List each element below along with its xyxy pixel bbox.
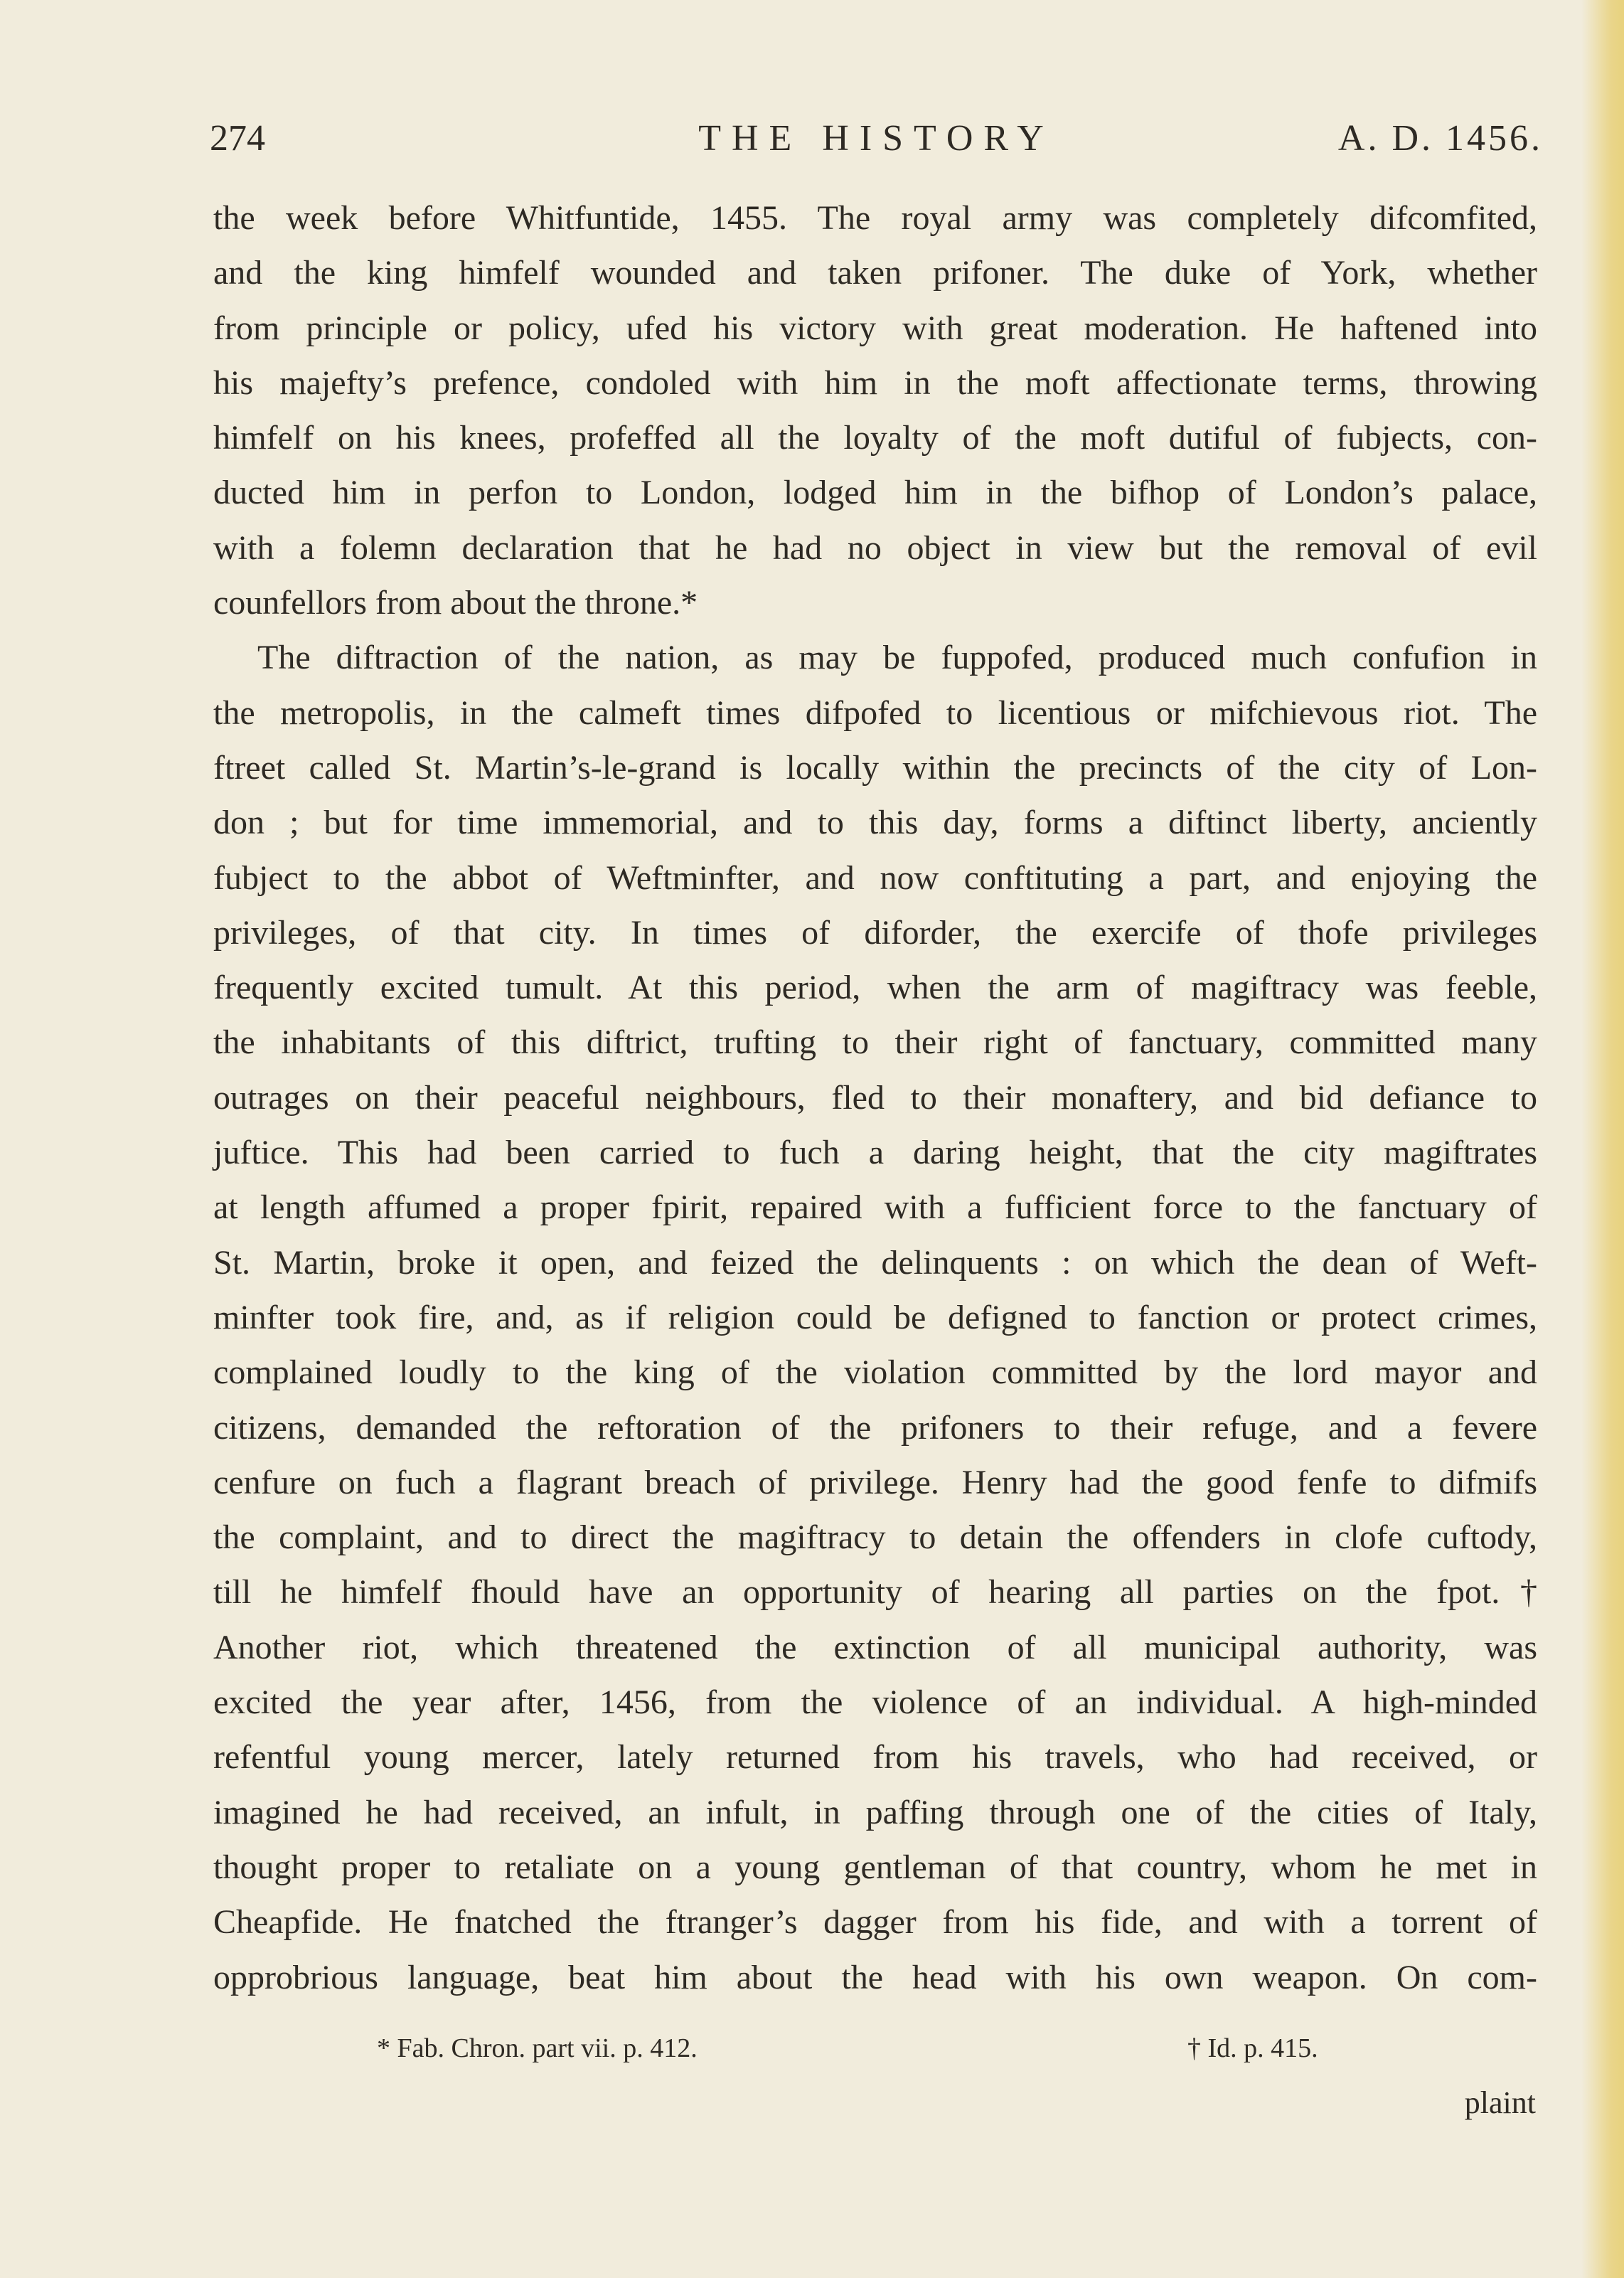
text-line: St. Martin, broke it open, and feized the delinquents : on which the dean of Weft- bbox=[213, 1243, 1537, 1282]
text-line: opprobrious language, beat him about the head with his own weapon. On com- bbox=[213, 1958, 1537, 1996]
text-line: complained loudly to the king of the violation committed by the lord mayor and bbox=[213, 1353, 1537, 1392]
text-line: Another riot, which threatened the extinction of all municipal authority, was bbox=[213, 1628, 1537, 1666]
text-line: the complaint, and to direct the magiftracy to detain the offenders in clofe cuftody, bbox=[213, 1518, 1537, 1557]
text-line: imagined he had received, an infult, in paffing through one of the cities of Italy, bbox=[213, 1793, 1537, 1831]
paragraph-end-line: counfellors from about the throne.* bbox=[213, 584, 698, 622]
page-edge bbox=[1581, 0, 1624, 2278]
text-line: his majefty’s prefence, condoled with him in the moft affectionate terms, throwing bbox=[213, 363, 1537, 402]
text-line: refentful young mercer, lately returned from his travels, who had received, or bbox=[213, 1738, 1537, 1777]
text-line: with a folemn declaration that he had no object in view but the removal of evil bbox=[213, 528, 1537, 567]
running-date: A. D. 1456. bbox=[1337, 118, 1543, 159]
footnote-1: * Fab. Chron. part vii. p. 412. bbox=[377, 2033, 698, 2063]
page-number: 274 bbox=[210, 118, 265, 159]
text-line: excited the year after, 1456, from the violence of an individual. A high-minded bbox=[213, 1683, 1537, 1722]
text-line: fubject to the abbot of Weftminfter, and now conftituting a part, and enjoying the bbox=[213, 858, 1537, 897]
text-line: cenfure on fuch a flagrant breach of privilege. Henry had the good fenfe to difmifs bbox=[213, 1463, 1537, 1501]
text-line: Cheapfide. He fnatched the ftranger’s dagger from his fide, and with a torrent of bbox=[213, 1903, 1537, 1942]
body-text bbox=[213, 191, 1537, 2005]
text-line: thought proper to retaliate on a young gentleman of that country, whom he met in bbox=[213, 1848, 1537, 1886]
text-line: ducted him in perfon to London, lodged him in the bifhop of London’s palace, bbox=[213, 474, 1537, 512]
text-line: at length affumed a proper fpirit, repaired with a fufficient force to the fanctuary of bbox=[213, 1188, 1537, 1227]
text-line: the inhabitants of this diftrict, trufting to their right of fanctuary, committed many bbox=[213, 1023, 1537, 1062]
text-line: till he himfelf fhould have an opportunity of hearing all parties on the fpot.† bbox=[213, 1573, 1537, 1612]
text-line: himfelf on his knees, profeffed all the loyalty of the moft dutiful of fubjects, con- bbox=[213, 419, 1537, 457]
text-line: juftice. This had been carried to fuch a daring height, that the city magiftrates bbox=[213, 1134, 1537, 1172]
text-line: minfter took fire, and, as if religion could be defigned to fanction or protect crimes, bbox=[213, 1298, 1537, 1336]
text-line: the week before Whitfuntide, 1455. The royal army was completely difcomfited, bbox=[213, 199, 1537, 237]
footnote-2: † Id. p. 415. bbox=[1187, 2033, 1318, 2063]
text-line: the metropolis, in the calmeft times difpofed to licentious or mifchievous riot. The bbox=[213, 693, 1537, 732]
footnotes bbox=[213, 2027, 1537, 2070]
text-line: privileges, of that city. In times of diforder, the exercife of thofe privileges bbox=[213, 913, 1537, 952]
running-header bbox=[210, 110, 1543, 167]
running-title: THE HISTORY bbox=[698, 118, 1054, 159]
text-line: and the king himfelf wounded and taken prifoner. The duke of York, whether bbox=[213, 254, 1537, 292]
text-line: frequently excited tumult. At this period, when the arm of magiftracy was feeble, bbox=[213, 969, 1537, 1007]
text-line: don ; but for time immemorial, and to this day, forms a diftinct liberty, anciently bbox=[213, 804, 1537, 842]
text-line: from principle or policy, ufed his victory with great moderation. He haftened into bbox=[213, 309, 1537, 347]
text-line: outrages on their peaceful neighbours, fled to their monaftery, and bid defiance to bbox=[213, 1078, 1537, 1117]
text-line: citizens, demanded the reftoration of the prifoners to their refuge, and a fevere bbox=[213, 1408, 1537, 1447]
catchword: plaint bbox=[1464, 2085, 1536, 2120]
text-line: ftreet called St. Martin’s-le-grand is locally within the precincts of the city of Lon- bbox=[213, 748, 1537, 787]
paragraph-start-line: The diftraction of the nation, as may be fuppofed, produced much confufion in bbox=[257, 639, 1537, 677]
